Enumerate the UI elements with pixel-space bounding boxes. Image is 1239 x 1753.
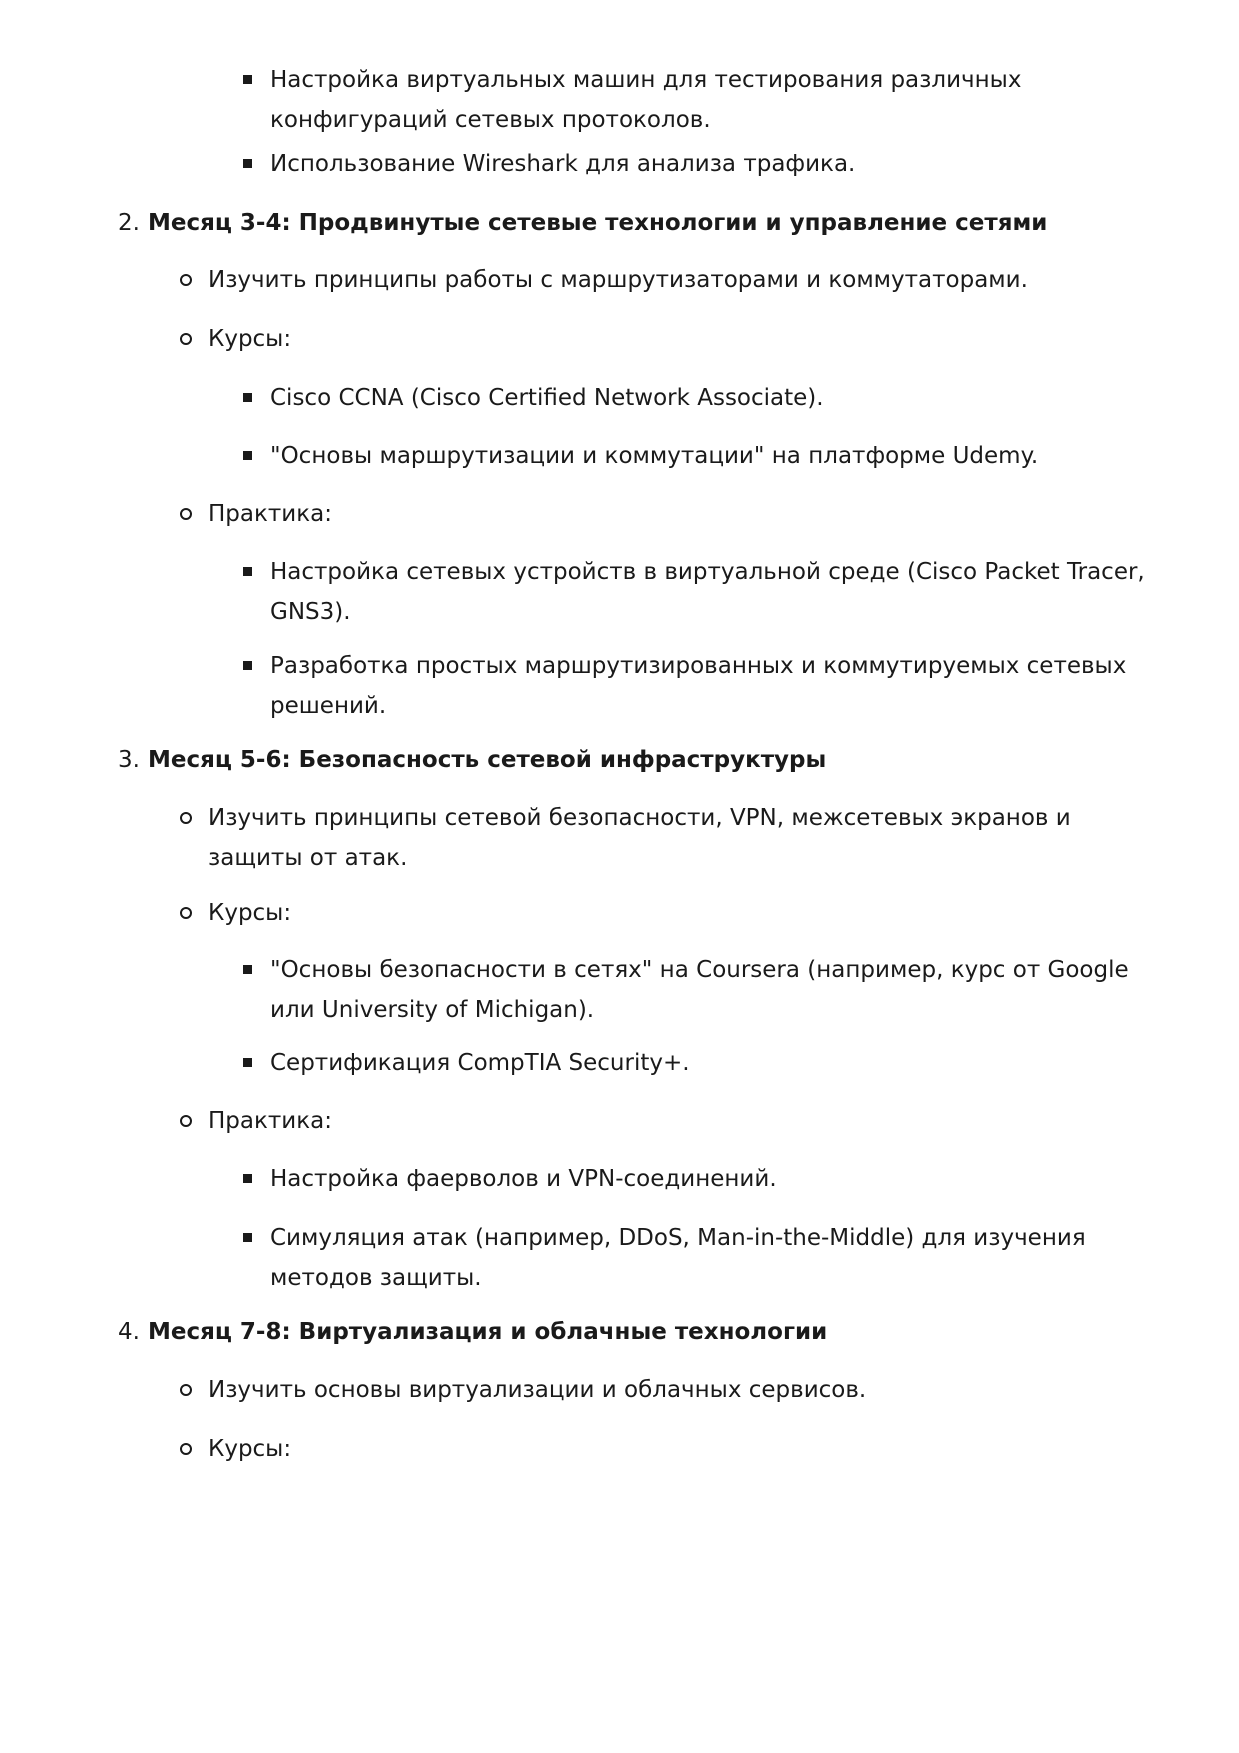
numbered-heading xyxy=(118,203,1168,243)
list-item-text: Разработка простых маршрутизированных и коммутируемых сетевых решений. xyxy=(270,653,1127,719)
numbered-heading xyxy=(118,740,1168,780)
square-bullet-icon xyxy=(243,75,252,84)
circle-bullet-icon xyxy=(180,907,192,919)
list-item-text: Настройка сетевых устройств в виртуальной среде (Cisco Packet Tracer, GNS3). xyxy=(270,559,1145,625)
list-item-text: Cisco CCNA (Cisco Certified Network Associate). xyxy=(270,385,824,411)
list-item-text: Симуляция атак (например, DDoS, Man-in-the-Middle) для изучения методов защиты. xyxy=(270,1225,1086,1291)
list-number: 3. xyxy=(118,747,140,773)
list-item-text: Практика: xyxy=(208,1108,332,1134)
square-bullet-icon xyxy=(243,393,252,402)
list-item xyxy=(270,950,1170,1030)
heading-text: Месяц 3-4: Продвинутые сетевые технологии и управление сетями xyxy=(147,210,1048,236)
list-item xyxy=(270,646,1170,726)
list-item-text: Изучить принципы работы с маршрутизаторами и коммутаторами. xyxy=(208,267,1028,293)
list-item-text: Практика: xyxy=(208,501,332,527)
heading-text: Месяц 7-8: Виртуализация и облачные технологии xyxy=(147,1319,828,1345)
list-item xyxy=(208,260,1168,300)
list-item xyxy=(270,1043,1170,1083)
list-item-text: "Основы безопасности в сетях" на Coursera (например, курс от Google или University of Michigan). xyxy=(270,957,1129,1023)
list-item-text: "Основы маршрутизации и коммутации" на платформе Udemy. xyxy=(270,443,1039,469)
circle-bullet-icon xyxy=(180,1384,192,1396)
list-item xyxy=(270,378,1170,418)
circle-bullet-icon xyxy=(180,1115,192,1127)
list-item-text: Изучить принципы сетевой безопасности, VPN, межсетевых экранов и защиты от атак. xyxy=(208,805,1071,871)
list-item-text: Изучить основы виртуализации и облачных сервисов. xyxy=(208,1377,867,1403)
list-item-text: Курсы: xyxy=(208,1436,292,1462)
list-item-text: Настройка виртуальных машин для тестирования различных конфигураций сетевых протоколов. xyxy=(270,67,1022,133)
square-bullet-icon xyxy=(243,1058,252,1067)
list-item-text: Настройка фаерволов и VPN-соединений. xyxy=(270,1166,777,1192)
square-bullet-icon xyxy=(243,1174,252,1183)
list-item xyxy=(270,552,1170,632)
list-item-text: Использование Wireshark для анализа трафика. xyxy=(270,151,856,177)
list-item xyxy=(208,893,1168,933)
heading-text: Месяц 5-6: Безопасность сетевой инфраструктуры xyxy=(147,747,827,773)
list-number: 2. xyxy=(118,210,140,236)
numbered-heading xyxy=(118,1312,1168,1352)
square-bullet-icon xyxy=(243,451,252,460)
list-item xyxy=(208,494,1168,534)
square-bullet-icon xyxy=(243,1233,252,1242)
square-bullet-icon xyxy=(243,965,252,974)
list-item-text: Курсы: xyxy=(208,900,292,926)
list-item-text: Сертификация CompTIA Security+. xyxy=(270,1050,690,1076)
list-item xyxy=(270,1159,1170,1199)
square-bullet-icon xyxy=(243,567,252,576)
list-number: 4. xyxy=(118,1319,140,1345)
list-item xyxy=(270,436,1170,476)
circle-bullet-icon xyxy=(180,812,192,824)
list-item xyxy=(270,144,1170,184)
circle-bullet-icon xyxy=(180,508,192,520)
list-item xyxy=(270,60,1170,140)
circle-bullet-icon xyxy=(180,333,192,345)
list-item xyxy=(208,1101,1168,1141)
list-item xyxy=(208,1370,1168,1410)
square-bullet-icon xyxy=(243,661,252,670)
list-item xyxy=(208,1429,1168,1469)
square-bullet-icon xyxy=(243,159,252,168)
list-item xyxy=(208,319,1168,359)
list-item xyxy=(270,1218,1170,1298)
list-item xyxy=(208,798,1168,878)
list-item-text: Курсы: xyxy=(208,326,292,352)
circle-bullet-icon xyxy=(180,1443,192,1455)
circle-bullet-icon xyxy=(180,274,192,286)
